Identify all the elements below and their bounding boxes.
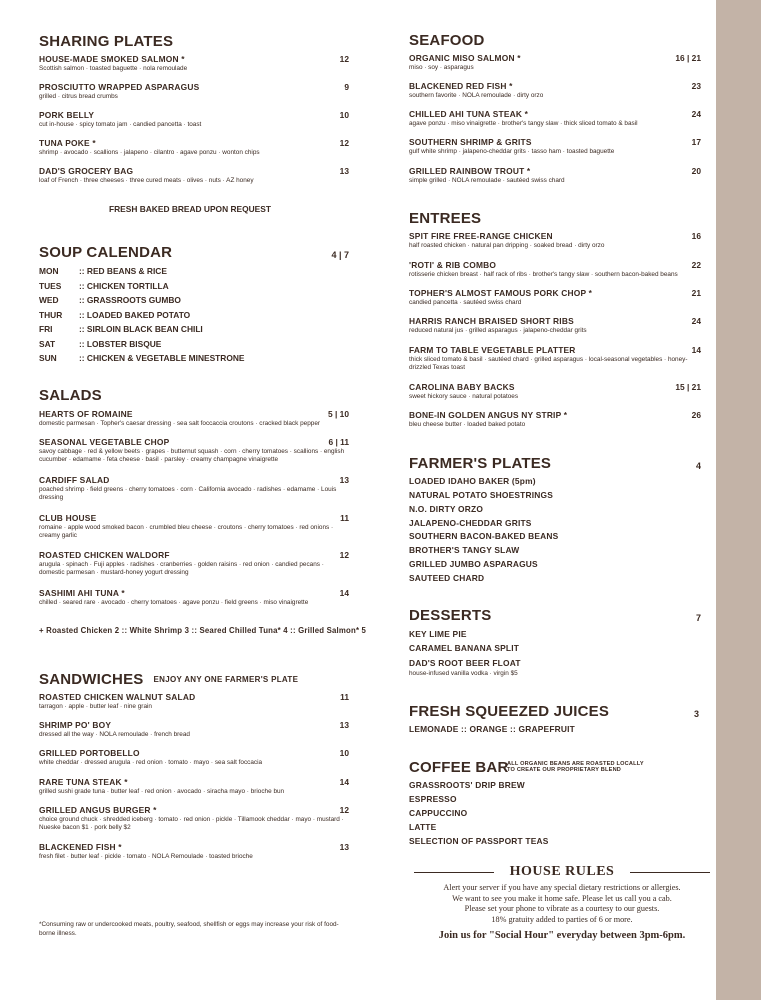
entrees-heading: ENTREES: [409, 210, 482, 227]
house-rules-title: HOUSE RULES: [509, 864, 615, 879]
menu-item: ORGANIC MISO SALMON * 16 | 21 miso · soy · asparagus: [409, 53, 701, 71]
house-rules: [412, 864, 712, 941]
menu-item: TOPHER'S ALMOST FAMOUS PORK CHOP * 21 candied pancetta · sautéed swiss chard: [409, 288, 701, 306]
menu-item: GRILLED PORTOBELLO 10 white cheddar · dressed arugula · red onion · tomato · mayo · sea salt foccacia: [39, 748, 349, 766]
menu-item: TUNA POKE * 12 shrimp · avocado · scallions · jalapeno · cilantro · agave ponzu · wonton chips: [39, 138, 349, 156]
bread-note: FRESH BAKED BREAD UPON REQUEST: [109, 204, 271, 214]
menu-item: SASHIMI AHI TUNA * 14 chilled · seared rare · avocado · cherry tomatoes · agave ponzu · field greens · miso vinaigrette: [39, 588, 349, 606]
soup-row: THUR :: LOADED BAKED POTATO: [39, 310, 191, 320]
side-item: LOADED IDAHO BAKER (5pm): [409, 476, 536, 486]
desserts-heading: DESSERTS: [409, 607, 492, 624]
soup-row: MON :: RED BEANS & RICE: [39, 266, 167, 276]
soup-calendar-heading: SOUP CALENDAR: [39, 244, 173, 261]
coffee-note: ALL ORGANIC BEANS ARE ROASTED LOCALLY TO CREATE OUR PROPRIETARY BLEND: [507, 761, 644, 774]
menu-item: SOUTHERN SHRIMP & GRITS 17 gulf white shrimp · jalapeno-cheddar grits · tasso ham · toasted baguette: [409, 137, 701, 155]
root-beer-float-desc: house-infused vanilla vodka · virgin $5: [409, 670, 518, 677]
coffee-item: GRASSROOTS' DRIP BREW: [409, 780, 525, 790]
menu-item: ROASTED CHICKEN WALNUT SALAD 11 tarragon · apple · butter leaf · nine grain: [39, 692, 349, 710]
menu-item: 'ROTI' & RIB COMBO 22 rotisserie chicken breast · half rack of ribs · brother's tangy slaw · southern bacon-baked beans: [409, 260, 701, 278]
menu-item: BLACKENED RED FISH * 23 southern favorite · NOLA remoulade · dirty orzo: [409, 81, 701, 99]
soup-row: SUN :: CHICKEN & VEGETABLE MINESTRONE: [39, 353, 245, 363]
rule-line-right: [630, 872, 710, 873]
menu-item: SEASONAL VEGETABLE CHOP 6 | 11 savoy cabbage · red & yellow beets · grapes · butternut squash · corn · cherry tomatoes · scallions · english cucumber · edamame · feta cheese · basil · parsley · creamy champagne vinaigrette: [39, 437, 349, 464]
farmers-plates-price: 4: [695, 461, 701, 471]
side-item: N.O. DIRTY ORZO: [409, 504, 484, 514]
menu-item: HARRIS RANCH BRAISED SHORT RIBS 24 reduced natural jus · grilled asparagus · jalapeno-cheddar grits: [409, 316, 701, 334]
menu-item: HOUSE-MADE SMOKED SALMON * 12 Scottish salmon · toasted baguette · nola remoulade: [39, 54, 349, 72]
menu-item: HEARTS OF ROMAINE 5 | 10 domestic parmesan · Topher's caesar dressing · sea salt foccaccia croutons · cracked black pepper: [39, 409, 349, 427]
menu-item: SHRIMP PO' BOY 13 dressed all the way · NOLA remoulade · french bread: [39, 720, 349, 738]
juices-price: 3: [693, 709, 699, 719]
desserts-price: 7: [695, 613, 701, 623]
side-item: SOUTHERN BACON-BAKED BEANS: [409, 531, 559, 541]
raw-food-disclaimer: *Consuming raw or undercooked meats, poultry, seafood, shellfish or eggs may increase your risk of food-borne illness.: [39, 921, 339, 937]
coffee-item: ESPRESSO: [409, 794, 457, 804]
house-rules-text: Alert your server if you have any special dietary restrictions or allergies. We want to see you make it home safe. Please let us call you a cab. Please set your phone to vibrate as a courtesy to our guests. 18% gratuity added to parties of 6 or more.: [443, 883, 681, 924]
sandwiches-heading: SANDWICHES $^{ENJOY ANY ONE FARMER'S PLATE}$: [39, 671, 299, 688]
coffee-bar-heading: COFFEE BAR: [409, 759, 509, 776]
soup-row: WED :: GRASSROOTS GUMBO: [39, 295, 181, 305]
seafood-heading: SEAFOOD: [409, 32, 485, 49]
dessert-item: KEY LIME PIE: [409, 629, 467, 639]
side-item: SAUTEED CHARD: [409, 573, 485, 583]
juices-heading: FRESH SQUEEZED JUICES: [409, 703, 610, 720]
menu-item: PROSCIUTTO WRAPPED ASPARAGUS 9 grilled · citrus bread crumbs: [39, 82, 349, 100]
coffee-item: CAPPUCCINO: [409, 808, 468, 818]
menu-item: CHILLED AHI TUNA STEAK * 24 agave ponzu · miso vinaigrette · brother's tangy slaw · thick sliced tomato & basil: [409, 109, 701, 127]
menu-item: CLUB HOUSE 11 romaine · apple wood smoked bacon · crumbled bleu cheese · croutons · cherry tomatoes · red onions · creamy garlic: [39, 513, 349, 540]
menu-item: BONE-IN GOLDEN ANGUS NY STRIP * 26 bleu cheese butter · loaded baked potato: [409, 410, 701, 428]
dessert-item: CARAMEL BANANA SPLIT: [409, 643, 520, 653]
menu-item: GRILLED ANGUS BURGER * 12 choice ground chuck · shredded iceberg · tomato · red onion · pickle · Tillamook cheddar · mayo · mustard · Nueske bacon $1 · pork belly $2: [39, 805, 349, 832]
soup-row: TUES :: CHICKEN TORTILLA: [39, 281, 169, 291]
menu-item: SPIT FIRE FREE-RANGE CHICKEN 16 half roasted chicken · natural pan dripping · soaked bread · dirty orzo: [409, 231, 701, 249]
soup-row: SAT :: LOBSTER BISQUE: [39, 339, 162, 349]
menu-item: BLACKENED FISH * 13 fresh filet · butter leaf · pickle · tomato · NOLA Remoulade · toasted brioche: [39, 842, 349, 860]
menu-item: RARE TUNA STEAK * 14 grilled sushi grade tuna · butter leaf · red onion · avocado · siracha mayo · brioche bun: [39, 777, 349, 795]
social-hour-note: Join us for "Social Hour" everyday between 3pm-6pm.: [438, 930, 686, 941]
side-stripe: [716, 0, 761, 1000]
farmers-plates-heading: FARMER'S PLATES: [409, 455, 552, 472]
salads-heading: SALADS: [39, 387, 102, 404]
menu-item: CAROLINA BABY BACKS 15 | 21 sweet hickory sauce · natural potatoes: [409, 382, 701, 400]
menu-item: FARM TO TABLE VEGETABLE PLATTER 14 thick sliced tomato & basil · sautéed chard · grilled asparagus · local-seasonal vegetables · honey-drizzled Texas toast: [409, 345, 701, 372]
side-item: NATURAL POTATO SHOESTRINGS: [409, 490, 554, 500]
soup-row: FRI :: SIRLOIN BLACK BEAN CHILI: [39, 324, 203, 334]
soup-price: 4 | 7: [331, 250, 349, 260]
menu-item: GRILLED RAINBOW TROUT * 20 simple grilled · NOLA remoulade · sautéed swiss chard: [409, 166, 701, 184]
menu-item: ROASTED CHICKEN WALDORF 12 arugula · spinach · Fuji apples · radishes · cranberries · golden raisins · red onion · candied pecans · domestic parmesan · mustard-honey yogurt dressing: [39, 550, 349, 577]
juice-list: LEMONADE :: ORANGE :: GRAPEFRUIT: [409, 724, 575, 734]
rule-line-left: [414, 872, 494, 873]
menu-item: CARDIFF SALAD 13 poached shrimp · field greens · cherry tomatoes · corn · California avocado · radishes · edamame · Louis dressing: [39, 475, 349, 502]
sandwiches-subtitle: ENJOY ANY ONE FARMER'S PLATE: [153, 675, 299, 684]
side-item: GRILLED JUMBO ASPARAGUS: [409, 559, 538, 569]
menu-item: DAD'S GROCERY BAG 13 loaf of French · three cheeses · three cured meats · olives · nuts · AZ honey: [39, 166, 349, 184]
salad-addons: + Roasted Chicken 2 :: White Shrimp 3 :: Seared Chilled Tuna* 4 :: Grilled Salmon* 5: [39, 626, 367, 635]
menu-item: PORK BELLY 10 cut in-house · spicy tomato jam · candied pancetta · toast: [39, 110, 349, 128]
coffee-item: SELECTION OF PASSPORT TEAS: [409, 836, 549, 846]
coffee-item: LATTE: [409, 822, 437, 832]
side-item: JALAPENO-CHEDDAR GRITS: [409, 518, 532, 528]
side-item: BROTHER'S TANGY SLAW: [409, 545, 520, 555]
sharing-plates-heading: SHARING PLATES: [39, 33, 174, 50]
dessert-item: DAD'S ROOT BEER FLOAT: [409, 658, 521, 668]
